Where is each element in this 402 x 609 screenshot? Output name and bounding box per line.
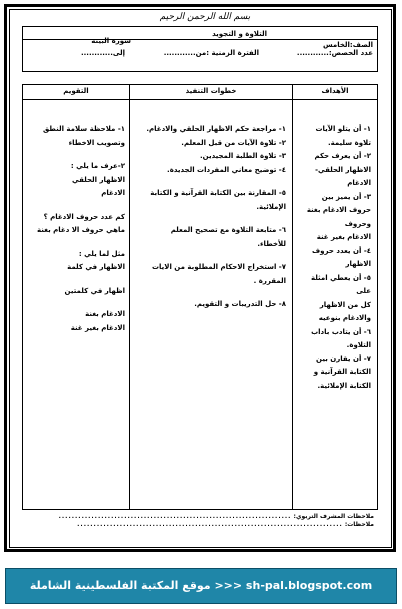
basmala: بسم الله الرحمن الرحيم (159, 12, 251, 22)
steps-line: ٧- استخراج الاحكام المطلوبة من الايات (151, 263, 286, 271)
evaluation-line: الادغام بغير غنة (70, 323, 125, 332)
objectives-line: الكتابة الإملائية. (317, 381, 371, 390)
steps-line: للأخطاء. (257, 239, 286, 248)
objectives-line: الادغام (347, 179, 371, 187)
objectives-line: ٤- أن يعدد حروف (312, 246, 371, 255)
subject-title: التلاوة و التجويد (212, 30, 267, 38)
evaluation-line: مثل لما يلي : (78, 249, 125, 258)
objectives-line: كل من الاظهار (319, 300, 371, 309)
objectives-line: الكتابة القرآنية و (313, 368, 371, 376)
steps-column (129, 85, 293, 509)
objectives-line: ٦- أن يتادب باداب (311, 327, 371, 336)
objectives-line: ٧- أن يقارن بين (316, 354, 371, 363)
objectives-line: الاظهار (345, 260, 371, 268)
class-label: الصف:الخامس (323, 41, 373, 49)
objectives-line: ٣- أن يميز بين (321, 192, 371, 201)
general-notes-label: ملاحظات: (344, 521, 374, 528)
lesson-header (22, 26, 378, 72)
objectives-line: ١- أن يتلو الآيات (315, 125, 371, 133)
objectives-header: الأهداف (321, 87, 349, 95)
steps-header: خطوات التنفيذ (185, 87, 237, 95)
objectives-line: والادغام بنوعيه (318, 314, 371, 322)
steps-line: الإملائية. (256, 202, 286, 211)
evaluation-line: اظهار في كلمتين (64, 286, 125, 295)
steps-line: ٤- توضيح معاني المفردات الجديدة. (167, 165, 286, 174)
evaluation-line: ماهي حروف الا دغام بغنة (37, 226, 125, 234)
objectives-column (293, 85, 377, 509)
site-banner[interactable] (5, 568, 397, 604)
supervisor-notes-label: ملاحظات المشرف التربوي: (293, 513, 374, 520)
objectives-line: ٢- أن يعرف حكم (314, 152, 371, 160)
evaluation-line: وتصويب الاخطاء (68, 138, 125, 147)
evaluation-line: ٢-عرف ما يلي : (70, 162, 125, 170)
steps-line: ٨- حل التدريبات و التقويم. (194, 300, 286, 308)
notes-dots: ................................................................................. (77, 521, 343, 528)
evaluation-line: الادغام (101, 189, 125, 197)
evaluation-column (21, 85, 131, 509)
objectives-line: تلاوة سليمة. (327, 138, 371, 147)
objectives-line: حروف الادغام بغنة (306, 206, 371, 214)
general-notes-line (30, 521, 374, 529)
to-label: إلى............ (80, 49, 125, 57)
objectives-line: وحروف (344, 219, 371, 228)
steps-line: المقررة . (253, 276, 286, 285)
steps-line: ٥- المقارنة بين الكتابة القرآنية و الكتابة (150, 189, 286, 197)
objectives-line: التلاوة. (346, 341, 371, 349)
steps-line: ٦- متابعة التلاوة مع تصحيح المعلم (170, 226, 286, 234)
notes-dots: ....................................................................... (58, 513, 292, 520)
evaluation-line: الاظهار في كلمة (67, 263, 125, 271)
lesson-table (22, 84, 378, 510)
header-row-period (23, 49, 377, 72)
objectives-line: الاظهار الحلقي- (315, 165, 371, 174)
objectives-cell (297, 123, 371, 393)
steps-line: ٢- تلاوة الآيات من قبل المعلم. (181, 138, 286, 147)
evaluation-line: الاظهار الحلقي (72, 175, 125, 184)
sessions-label: عدد الحصص:............ (296, 49, 373, 57)
evaluation-line: كم عدد حروف الادغام ؟ (43, 212, 125, 221)
evaluation-header: التقويم (63, 87, 89, 95)
supervisor-notes-line (30, 513, 374, 521)
site-banner-text[interactable]: موقع المكتبة الفلسطينية الشاملة >>> sh-pal.blogspot.com (29, 579, 373, 592)
evaluation-line: ١- ملاحظة سلامة النطق (42, 125, 125, 133)
evaluation-cell (25, 123, 125, 335)
objectives-line: الادغام بغير غنة (316, 233, 371, 241)
evaluation-line: الادغام بغنة (85, 310, 125, 318)
objectives-line: ٥- أن يعطي امثلة على (310, 273, 371, 295)
notes-section (30, 513, 374, 529)
steps-cell (134, 123, 286, 312)
steps-line: ٣- تلاوة الطلبة المجيدين. (200, 152, 286, 160)
surah-title: سورة البينة (91, 37, 131, 45)
steps-line: ١- مراجعة حكم الاظهار الحلقي والادغام. (146, 125, 286, 133)
period-label: الفترة الزمنية :من............ (163, 49, 259, 57)
